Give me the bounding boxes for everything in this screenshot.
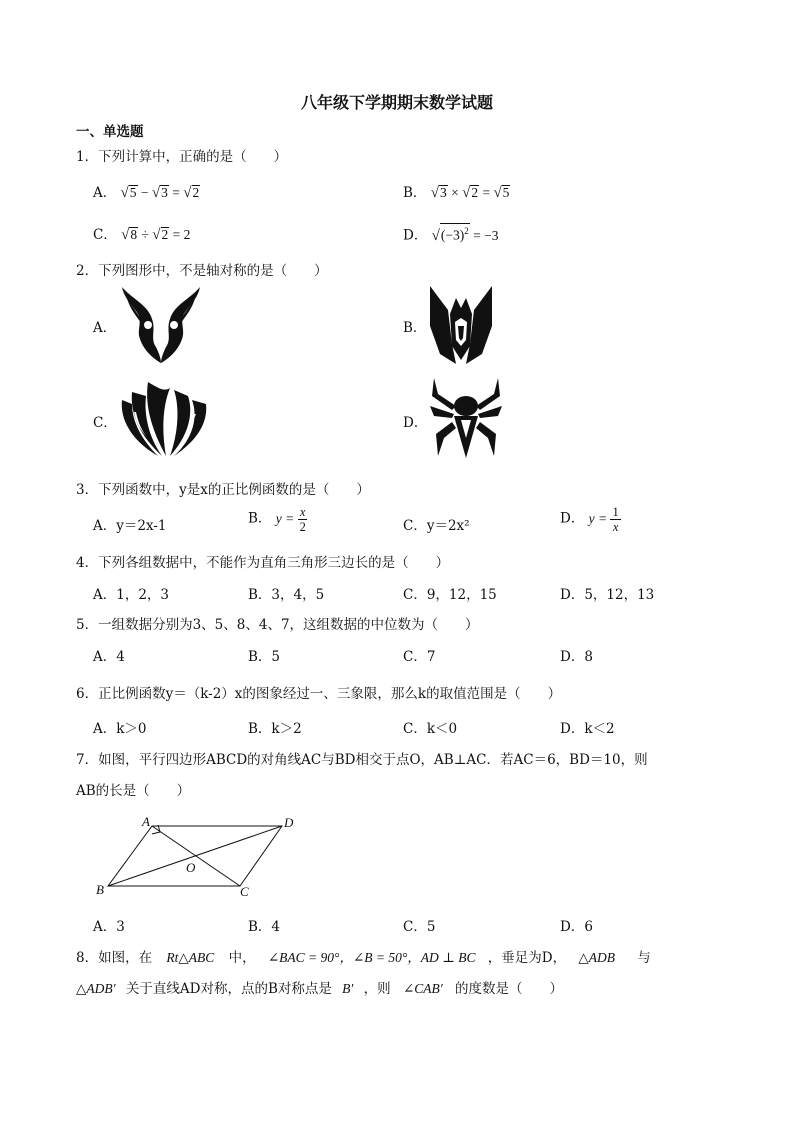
q6-stem: 6．正比例函数y＝（k-2）x的图象经过一、三象限，那么k的取值范围是（ ） xyxy=(76,686,562,702)
q2-option-d-label[interactable]: D． xyxy=(403,415,428,431)
q1-option-a[interactable] xyxy=(93,181,200,202)
q1-option-c-label: C． xyxy=(93,227,117,243)
q7-label-a: A xyxy=(142,814,150,829)
q1-option-b-label: B． xyxy=(403,185,427,201)
q1-option-b[interactable] xyxy=(403,181,510,202)
q8-stem-line2: △ADB′ 关于直线AD对称，点的B对称点是 B′ ，则 ∠CAB′ 的度数是（ ） xyxy=(76,981,564,997)
q4-option-c[interactable]: C．9，12，15 xyxy=(403,587,497,603)
q1-option-a-label: A． xyxy=(93,185,117,201)
q2-figure-b-mask xyxy=(426,284,496,366)
q1-option-c[interactable] xyxy=(93,223,190,244)
q1-option-c-formula: √8 ÷ √2 = 2 xyxy=(121,227,191,243)
q5-option-a[interactable]: A．4 xyxy=(93,649,125,665)
q1-stem: 1．下列计算中，正确的是（ ） xyxy=(76,149,288,165)
q3-option-d-label: D． xyxy=(560,510,585,527)
q7-option-b[interactable]: B．4 xyxy=(248,919,281,935)
q7-label-c: C xyxy=(240,884,249,899)
q7-label-b: B xyxy=(96,882,104,897)
q2-figure-a-emblem xyxy=(118,285,204,365)
q6-option-d[interactable]: D．k＜2 xyxy=(560,721,615,737)
q2-figure-d-spider xyxy=(428,376,504,460)
q3-stem: 3．下列函数中，y是x的正比例函数的是（ ） xyxy=(76,482,370,498)
q5-stem: 5．一组数据分别为3、5、8、4、7，这组数据的中位数为（ ） xyxy=(76,617,479,633)
q3-option-a[interactable] xyxy=(93,514,167,534)
q2-option-c-label[interactable]: C． xyxy=(93,415,117,431)
q7-label-o: O xyxy=(186,860,196,875)
q5-option-d[interactable]: D．8 xyxy=(560,649,593,665)
q4-option-b[interactable]: B．3，4，5 xyxy=(248,587,325,603)
q5-option-b[interactable]: B．5 xyxy=(248,649,281,665)
q3-option-a-label: A． xyxy=(93,518,117,534)
q2-figure-c-lotus xyxy=(118,378,210,458)
q7-stem-line1: 7．如图，平行四边形ABCD的对角线AC与BD相交于点O，AB⊥AC．若AC＝6，BD＝10，则 xyxy=(76,752,648,768)
q3-option-d[interactable] xyxy=(560,505,621,534)
q7-option-c[interactable]: C．5 xyxy=(403,919,436,935)
q1-option-a-formula: √5 − √3 = √2 xyxy=(120,185,200,201)
q8-stem-line1: 8．如图，在 Rt△ABC 中， ∠BAC = 90°，∠B = 50°，AD ⊥ BC ，垂足为D， △ADB 与 xyxy=(76,950,651,966)
q2-option-a-label[interactable]: A． xyxy=(93,320,117,336)
page-title: 八年级下学期期末数学试题 xyxy=(300,93,493,112)
q6-option-a[interactable]: A．k＞0 xyxy=(93,721,147,737)
q6-option-b[interactable]: B．k＞2 xyxy=(248,721,302,737)
q3-option-d-formula: y = $\frac{1}{x}$ xyxy=(588,505,619,534)
q6-option-c[interactable]: C．k＜0 xyxy=(403,721,458,737)
q4-option-d[interactable]: D．5，12，13 xyxy=(560,587,655,603)
q3-option-c-label: C． xyxy=(403,518,427,534)
q3-option-b-label: B． xyxy=(248,510,272,527)
q3-option-c[interactable] xyxy=(403,514,470,534)
section-heading: 一、单选题 xyxy=(76,124,144,140)
q7-label-d: D xyxy=(284,815,294,830)
q3-option-b-formula: y = $\frac{x}{2}$ xyxy=(275,505,306,534)
q5-option-c[interactable]: C．7 xyxy=(403,649,436,665)
q7-option-d[interactable]: D．6 xyxy=(560,919,593,935)
q7-parallelogram-figure xyxy=(90,810,310,900)
q3-option-c-formula: y＝2x² xyxy=(426,518,470,534)
q3-option-a-formula: y＝2x-1 xyxy=(116,518,167,534)
q1-option-d[interactable] xyxy=(403,223,498,245)
q3-option-b[interactable] xyxy=(248,505,308,534)
q1-option-d-label: D． xyxy=(403,227,428,244)
q7-option-a[interactable]: A．3 xyxy=(93,919,125,935)
q4-option-a[interactable]: A．1，2，3 xyxy=(93,587,170,603)
q4-stem: 4．下列各组数据中，不能作为直角三角形三边长的是（ ） xyxy=(76,555,450,571)
q1-option-b-formula: √3 × √2 = √5 xyxy=(430,185,510,201)
q1-option-d-formula: $√(-3)^2 = -3$ xyxy=(432,228,499,243)
q2-option-b-label[interactable]: B． xyxy=(403,320,427,336)
q7-stem-line2: AB的长是（ ） xyxy=(76,783,191,799)
q2-stem: 2．下列图形中，不是轴对称的是（ ） xyxy=(76,263,328,279)
